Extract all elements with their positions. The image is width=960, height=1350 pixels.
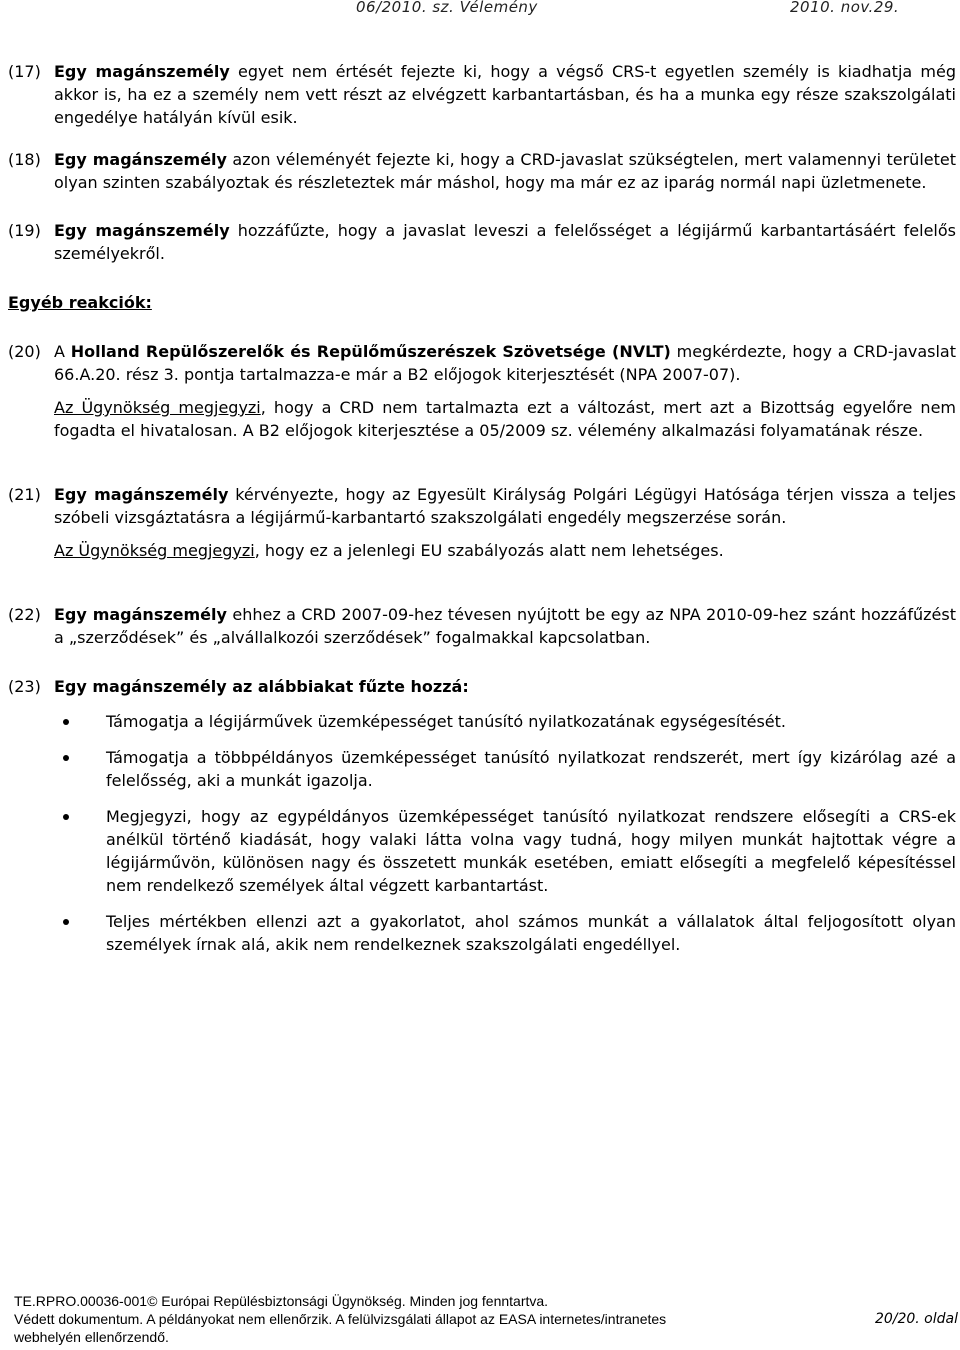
paragraph-subject: Egy magánszemély [54, 605, 227, 624]
agency-note-21 [54, 539, 956, 562]
page-number: 20/20. oldal [874, 1311, 958, 1327]
list-item: Támogatja a légijárművek üzemképességet tanúsító nyilatkozatának egységesítését. [8, 710, 956, 733]
paragraph-number: (19) [8, 221, 41, 240]
agency-note-label: Az Ügynökség megjegyzi [54, 541, 255, 560]
paragraph-number: (17) [8, 62, 41, 81]
paragraph-text: ehhez a CRD 2007-09-hez tévesen nyújtott be egy az NPA 2010-09-hez szánt hozzáfűzést a „szerződések” és „alvállalkozói szerződések” fogalmakkal kapcsolatban. [54, 605, 956, 647]
paragraph-23 [8, 675, 956, 698]
paragraph-text: kérvényezte, hogy az Egyesült Királyság Polgári Légügyi Hatósága térjen vissza a teljes szóbeli vizsgáztatásra a légijármű-karbantartó szakszolgálati engedély megszerzése során. [54, 485, 956, 527]
paragraph-number: (20) [8, 342, 41, 361]
bullet-icon [8, 746, 106, 792]
paragraph-number: (23) [8, 677, 41, 696]
paragraph-17 [8, 60, 956, 129]
paragraph-subject: Egy magánszemély [54, 150, 227, 169]
paragraph-subject: Egy magánszemély az alábbiakat fűzte hozzá: [54, 677, 469, 696]
document-body [8, 60, 956, 956]
paragraph-22 [8, 603, 956, 649]
bullet-icon [8, 710, 106, 733]
paragraph-number: (22) [8, 605, 41, 624]
paragraph-21 [8, 483, 956, 529]
paragraph-subject: Egy magánszemély [54, 62, 230, 81]
paragraph-text: hozzáfűzte, hogy a javaslat leveszi a felelősséget a légijármű karbantartásáért felelős személyekről. [54, 221, 956, 263]
list-item: Megjegyzi, hogy az egypéldányos üzemképességet tanúsító nyilatkozat rendszere elősegíti a CRS-ek anélkül történő kiadását, hogy valaki látta volna vagy tudná, hogy milyen munkát hajtottak végre a légijárművön, különösen nagy és összetett munkák esetében, emiatt elősegíti a megfelelő képesítéssel nem rendelkező személyek által végzett karbantartást. [8, 805, 956, 897]
bullet-list [8, 710, 956, 956]
paragraph-text: egyet nem értését fejezte ki, hogy a végső CRS-t egyetlen személy is kiadhatja még akkor is, ha ez a személy nem vett részt az elvégzett karbantartásban, és ha a munka egy része szakszolgálati engedélye hatályán kívül esik. [54, 62, 956, 127]
agency-note-20 [54, 396, 956, 442]
paragraph-19 [8, 219, 956, 265]
paragraph-number: (18) [8, 150, 41, 169]
header-document-title: 06/2010. sz. Vélemény [356, 0, 538, 16]
bullet-icon [8, 805, 106, 897]
paragraph-subject: Holland Repülőszerelők és Repülőműszerészek Szövetsége (NVLT) [70, 342, 671, 361]
header-date: 2010. nov.29. [790, 0, 900, 16]
paragraph-subject: Egy magánszemély [54, 221, 230, 240]
paragraph-subject: Egy magánszemély [54, 485, 229, 504]
list-item: Teljes mértékben ellenzi azt a gyakorlatot, ahol számos munkát a vállalatok által feljogosított olyan személyek írnak alá, akik nem rendelkeznek szakszolgálati engedéllyel. [8, 910, 956, 956]
list-item: Támogatja a többpéldányos üzemképességet tanúsító nyilatkozat rendszerét, mert így kizárólag azé a felelősség, aki a munkát igazolja. [8, 746, 956, 792]
agency-note-text: , hogy ez a jelenlegi EU szabályozás alatt nem lehetséges. [254, 541, 724, 560]
footer-document-status: Védett dokumentum. A példányokat nem ellenőrzik. A felülvizsgálati állapot az EASA internetes/intranetes [14, 1311, 667, 1327]
page-footer [14, 1292, 958, 1346]
footer-document-status-cont: webhelyén ellenőrzendő. [14, 1329, 169, 1345]
agency-note-text: , hogy a CRD nem tartalmazta ezt a változást, mert azt a Bizottság egyelőre nem fogadta el hivatalosan. A B2 előjogok kiterjesztése a 05/2009 sz. vélemény alkalmazási folyamatának része. [54, 398, 956, 440]
paragraph-18 [8, 148, 956, 194]
page-header [0, 0, 960, 20]
paragraph-text: megkérdezte, hogy a CRD-javaslat 66.A.20. rész 3. pontja tartalmazza-e már a B2 előjogok kiterjesztését (NPA 2007-07). [54, 342, 957, 384]
paragraph-20: (20) A Holland Repülőszerelők és Repülőműszerészek Szövetsége (NVLT) megkérdezte, hogy a CRD-javaslat 66.A.20. rész 3. pontja tartalmazza-e már a B2 előjogok kiterjesztését (NPA 2007-07). [8, 342, 957, 384]
footer-copyright: TE.RPRO.00036-001© Európai Repülésbiztonsági Ügynökség. Minden jog fenntartva. [14, 1293, 549, 1309]
bullet-icon [8, 910, 106, 956]
paragraph-text: azon véleményét fejezte ki, hogy a CRD-javaslat szükségtelen, mert valamennyi területet olyan szinten szabályoztak és részleteztek már máshol, hogy ma már ez az iparág normál napi üzletmenete. [54, 150, 957, 192]
agency-note-label: Az Ügynökség megjegyzi [54, 398, 261, 417]
section-heading-other-reactions: Egyéb reakciók: [8, 293, 152, 312]
paragraph-number: (21) [8, 485, 41, 504]
